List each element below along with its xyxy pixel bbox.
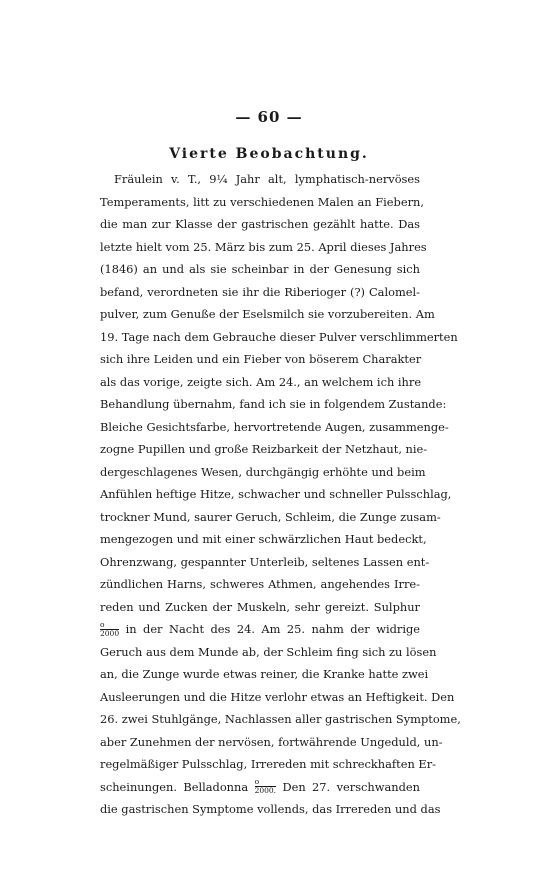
text-line: die man zur Klasse der gastrischen gezählt hatte. Das bbox=[100, 217, 420, 231]
text-line: (1846) an und als sie scheinbar in der Genesung sich bbox=[100, 262, 420, 276]
text-line: letzte hielt vom 25. März bis zum 25. April dieses Jahres bbox=[100, 239, 427, 254]
text-line: Fräulein v. T., 9¼ Jahr alt, lymphatisch-nervöses bbox=[114, 172, 420, 186]
text-line: Ausleerungen und die Hitze verlohr etwas an Heftigkeit. Den bbox=[100, 689, 455, 704]
body-text bbox=[100, 168, 461, 821]
text-line: die gastrischen Symptome vollends, das Irrereden und das bbox=[100, 802, 441, 816]
text-line: Ohrenzwang, gespannter Unterleib, seltenes Lassen ent- bbox=[100, 554, 430, 569]
fraction-denominator: 2000. bbox=[254, 786, 277, 795]
text-line: sich ihre Leiden und ein Fieber von böserem Charakter bbox=[100, 352, 422, 366]
text-line: befand, verordneten sie ihr die Riberioger (?) Calomel- bbox=[100, 284, 420, 299]
text-line: Bleiche Gesichtsfarbe, hervortretende Augen, zusammenge- bbox=[100, 419, 449, 434]
text-line: pulver, zum Genuße der Eselsmilch sie vorzubereiten. Am bbox=[100, 307, 435, 321]
fraction-numerator: o bbox=[100, 619, 105, 629]
fraction-numerator: o bbox=[254, 777, 260, 786]
text-line: Temperaments, litt zu verschiedenen Malen an Fiebern, bbox=[100, 194, 424, 209]
text-line: Anfühlen heftige Hitze, schwacher und schneller Pulsschlag, bbox=[100, 487, 452, 501]
fraction-denominator: 2000 bbox=[100, 628, 120, 638]
text-line: trockner Mund, saurer Geruch, Schleim, die Zunge zusam- bbox=[100, 509, 441, 524]
text-line-fraction bbox=[100, 618, 420, 641]
text-line: regelmäßiger Pulsschlag, Irrereden mit schreckhaften Er- bbox=[100, 757, 437, 771]
text-line: als das vorige, zeigte sich. Am 24., an welchem ich ihre bbox=[100, 374, 422, 389]
section-heading: Vierte Beobachtung. bbox=[169, 146, 369, 162]
text-line: dergeschlagenes Wesen, durchgängig erhöhte und beim bbox=[100, 464, 426, 479]
dose-fraction bbox=[100, 621, 119, 638]
text-line: mengezogen und mit einer schwärzlichen Haut bedeckt, bbox=[100, 532, 427, 546]
text-line: Geruch aus dem Munde ab, der Schleim fing sich zu lösen bbox=[100, 644, 437, 659]
page-number: — 60 — bbox=[235, 108, 303, 126]
text-line: aber Zunehmen der nervösen, fortwährende Ungeduld, un- bbox=[100, 734, 443, 749]
text-line: 19. Tage nach dem Gebrauche dieser Pulver verschlimmerten bbox=[100, 329, 458, 344]
text-line-belladonna bbox=[100, 776, 420, 799]
dose-fraction bbox=[255, 778, 276, 795]
belladonna-post: Den 27. verschwanden bbox=[282, 779, 421, 794]
text-line: zündlichen Harns, schweres Athmen, angehendes Irre- bbox=[100, 577, 420, 591]
text-line: 26. zwei Stuhlgänge, Nachlassen aller gastrischen Symptome, bbox=[100, 712, 461, 726]
belladonna-pre: scheinungen. Belladonna bbox=[100, 779, 249, 794]
text-line: zogne Pupillen und große Reizbarkeit der Netzhaut, nie- bbox=[100, 442, 428, 456]
text-line: an, die Zunge wurde etwas reiner, die Kranke hatte zwei bbox=[100, 667, 429, 681]
text-line: reden und Zucken der Muskeln, sehr gereizt. Sulphur bbox=[100, 599, 420, 614]
text-line: Behandlung übernahm, fand ich sie in folgendem Zustande: bbox=[100, 397, 447, 411]
fraction-line-text: in der Nacht des 24. Am 25. nahm der widrige bbox=[125, 622, 421, 636]
